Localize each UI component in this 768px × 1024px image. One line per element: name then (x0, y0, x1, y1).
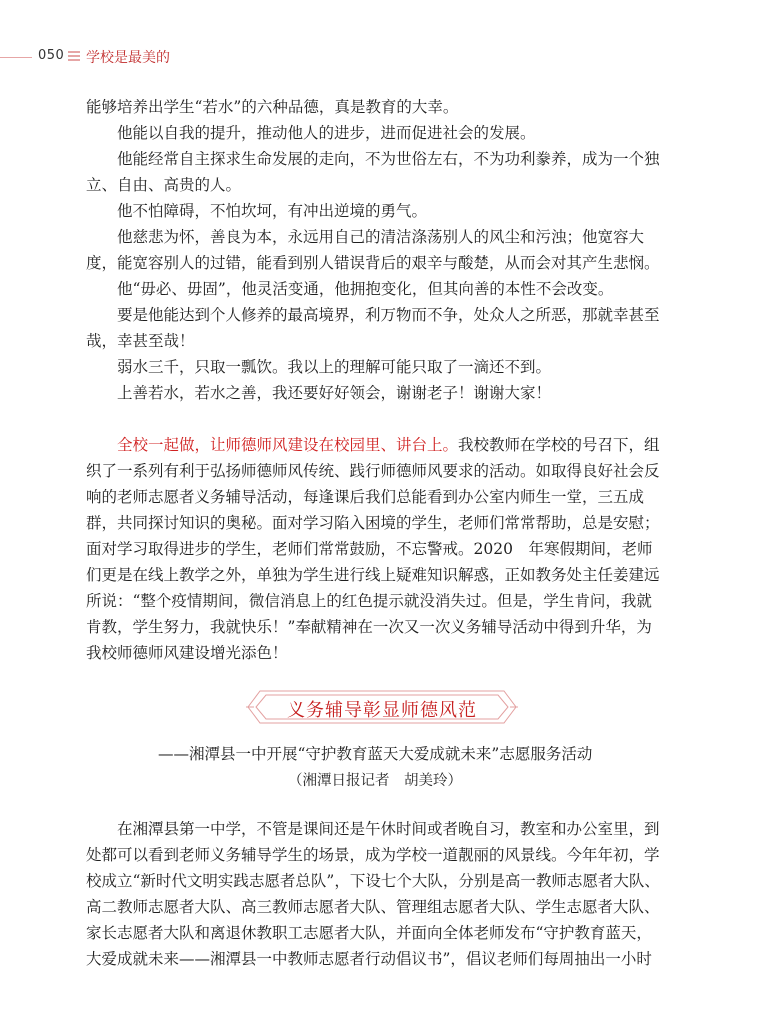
page-number: 050 (38, 48, 65, 63)
body-paragraph-7: 要是他能达到个人修养的最高境界，利万物而不争，处众人之所恶，那就幸甚至哉，幸甚至哉！ (86, 306, 660, 350)
running-header (0, 46, 330, 70)
book-title: 学校是最美的 (86, 50, 170, 66)
body-paragraph-9: 上善若水，若水之善，我还要好好领会，谢谢老子！谢谢大家！ (117, 384, 552, 402)
body-paragraph-1: 能够培养出学生“若水”的六种品德，真是教育的大幸。 (86, 98, 459, 116)
body-paragraph-2: 他能以自我的提升，推动他人的进步，进而促进社会的发展。 (117, 124, 536, 142)
body-paragraph-3: 他能经常自主探求生命发展的走向，不为世俗左右，不为功利豢养，成为一个独立、自由、高贵的人。 (86, 150, 660, 194)
body-paragraph-5: 他慈悲为怀，善良为本，永远用自己的清洁涤荡别人的风尘和污浊；他宽容大度，能宽容别人的过错，能看到别人错误背后的艰辛与酸楚，从而会对其产生悲悯。 (86, 228, 660, 272)
article-body-paragraph: 在湘潭县第一中学，不管是课间还是午休时间或者晚自习，教室和办公室里，到处都可以看到老师义务辅导学生的场景，成为学校一道靓丽的风景线。今年年初，学校成立“新时代文明实践志愿者总队”，下设七个大队，分别是高一教师志愿者大队、高二教师志愿者大队、高三教师志愿者大队、管理组志愿者大队、学生志愿者大队、家长志愿者大队和离退休教职工志愿者大队，并面向全体老师发布“守护教育蓝天，大爱成就未来——湘潭县一中教师志愿者行动倡议书”，倡议老师们每周抽出一小时 (86, 820, 660, 968)
article-title: 义务辅导彰显师德风范 (287, 700, 477, 721)
header-stripes-icon (68, 51, 80, 63)
header-rule (0, 57, 32, 58)
red-highlight-text: 全校一起做，让师德师风建设在校园里、讲台上。 (117, 436, 459, 454)
school-ethics-paragraph (86, 432, 666, 666)
body-paragraph-6: 他“毋必、毋固”，他灵活变通，他拥抱变化，但其向善的本性不会改变。 (117, 280, 614, 298)
article-subtitle: ——湘潭县一中开展“守护教育蓝天大爱成就未来”志愿服务活动 (158, 745, 593, 763)
body-paragraph-4: 他不怕障碍，不怕坎坷，有冲出逆境的勇气。 (117, 202, 428, 220)
article-byline: （湘潭日报记者 胡美玲） (288, 773, 462, 789)
article-title-banner (246, 688, 518, 726)
paragraph-text: 我校教师在学校的号召下，组织了一系列有利于弘扬师德师风传统、践行师德师风要求的活动。如取得良好社会反响的老师志愿者义务辅导活动，每逢课后我们总能看到办公室内师生一堂，三五成群，共同探讨知识的奥秘。面对学习陷入困境的学生，老师们常常帮助，总是安慰；面对学习取得进步的学生，老师们常常鼓励，不忘警戒。2020 年寒假期间，老师们更是在线上教学之外，单独为学生进行线上疑难知识解惑，正如教务处主任姜建远所说：“整个疫情期间，微信消息上的红色提示就没消失过。但是，学生肯问，我就肯教，学生努力，我就快乐！”奉献精神在一次又一次义务辅导活动中得到升华，为我校师德师风建设增光添色！ (86, 436, 660, 662)
body-paragraph-8: 弱水三千，只取一瓢饮。我以上的理解可能只取了一滴还不到。 (117, 358, 552, 376)
